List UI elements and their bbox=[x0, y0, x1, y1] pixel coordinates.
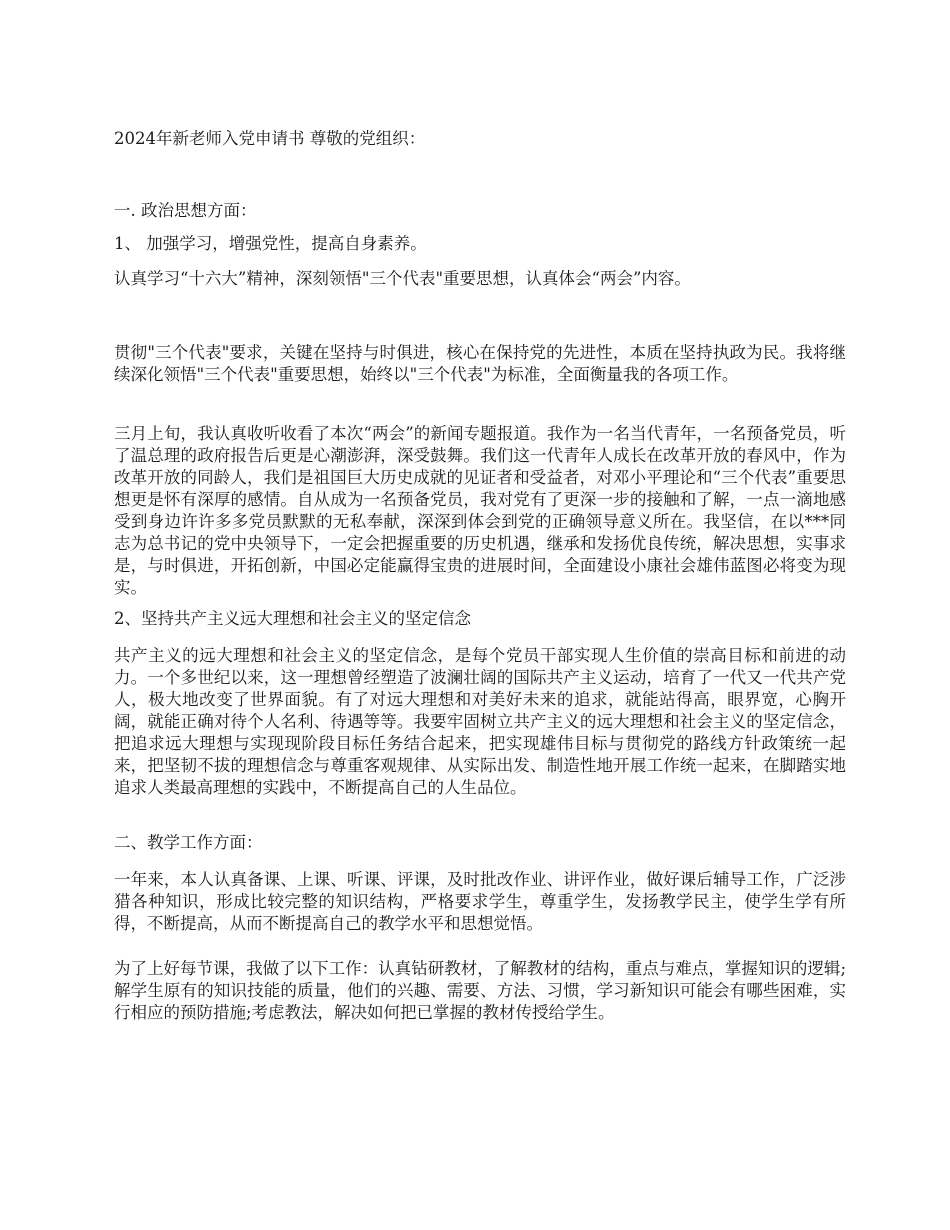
paragraph-ideal: 共产主义的远大理想和社会主义的坚定信念，是每个党员干部实现人生价值的崇高目标和前进的动力。一个多世纪以来，这一理想曾经塑造了波澜壮阔的国际共产主义运动，培育了一代又一代共产党人，极大地改变了世界面貌。有了对远大理想和对美好未来的追求，就能站得高，眼界宽，心胸开阔，就能正确对待个人名利、待遇等等。我要牢固树立共产主义的远大理想和社会主义的坚定信念，把追求远大理想与实现现阶段目标任务结合起来，把实现雄伟目标与贯彻党的路线方针政策统一起来，把坚韧不拔的理想信念与尊重客观规律、从实际出发、制造性地开展工作统一起来，在脚踏实地追求人类最高理想的实践中，不断提高自己的人生品位。 bbox=[114, 646, 846, 797]
paragraph-march: 三月上旬，我认真收听收看了本次“两会”的新闻专题报道。我作为一名当代青年，一名预备党员，听了温总理的政府报告后更是心潮澎湃，深受鼓舞。我们这一代青年人成长在改革开放的春风中，作为改革开放的同龄人，我们是祖国巨大历史成就的见证者和受益者，对邓小平理论和“三个代表”重要思想更是怀有深厚的感情。自从成为一名预备党员，我对党有了更深一步的接触和了解，一点一滴地感受到身边许许多多党员默默的无私奉献，深深到体会到党的正确领导意义所在。我坚信，在以***同志为总书记的党中央领导下，一定会把握重要的历史机遇，继承和发扬优良传统，解决思想，实事求是，与时俱进，开拓创新，中国必定能赢得宝贵的进展时间，全面建设小康社会雄伟蓝图必将变为现实。 bbox=[114, 424, 846, 597]
item-heading-ideal: 2、坚持共产主义远大理想和社会主义的坚定信念 bbox=[114, 609, 471, 628]
paragraph-implement: 贯彻"三个代表"要求，关键在坚持与时俱进，核心在保持党的先进性，本质在坚持执政为民。我将继续深化领悟"三个代表"重要思想，始终以"三个代表"为标准，全面衡量我的各项工作。 bbox=[114, 343, 846, 384]
paragraph-study: 认真学习“十六大”精神，深刻领悟"三个代表"重要思想，认真体会“两会”内容。 bbox=[114, 269, 691, 288]
paragraph-teaching: 一年来，本人认真备课、上课、听课、评课，及时批改作业、讲评作业，做好课后辅导工作，广泛涉猎各种知识，形成比较完整的知识结构，严格要求学生，尊重学生，发扬教学民主，使学生学有所得，不断提高，从而不断提高自己的教学水平和思想觉悟。 bbox=[114, 870, 846, 933]
section-heading-politics: 一. 政治思想方面： bbox=[114, 201, 257, 220]
document-title: 2024年新老师入党申请书 尊敬的党组织： bbox=[114, 129, 426, 148]
section-heading-teaching: 二、教学工作方面： bbox=[114, 833, 263, 852]
item-heading-study: 1、 加强学习，增强党性，提高自身素养。 bbox=[114, 234, 427, 253]
paragraph-lessons: 为了上好每节课，我做了以下工作：认真钻研教材，了解教材的结构，重点与难点，掌握知识的逻辑;解学生原有的知识技能的质量，他们的兴趣、需要、方法、习惯，学习新知识可能会有哪些困难，实行相应的预防措施;考虑教法，解决如何把已掌握的教材传授给学生。 bbox=[114, 959, 846, 1022]
